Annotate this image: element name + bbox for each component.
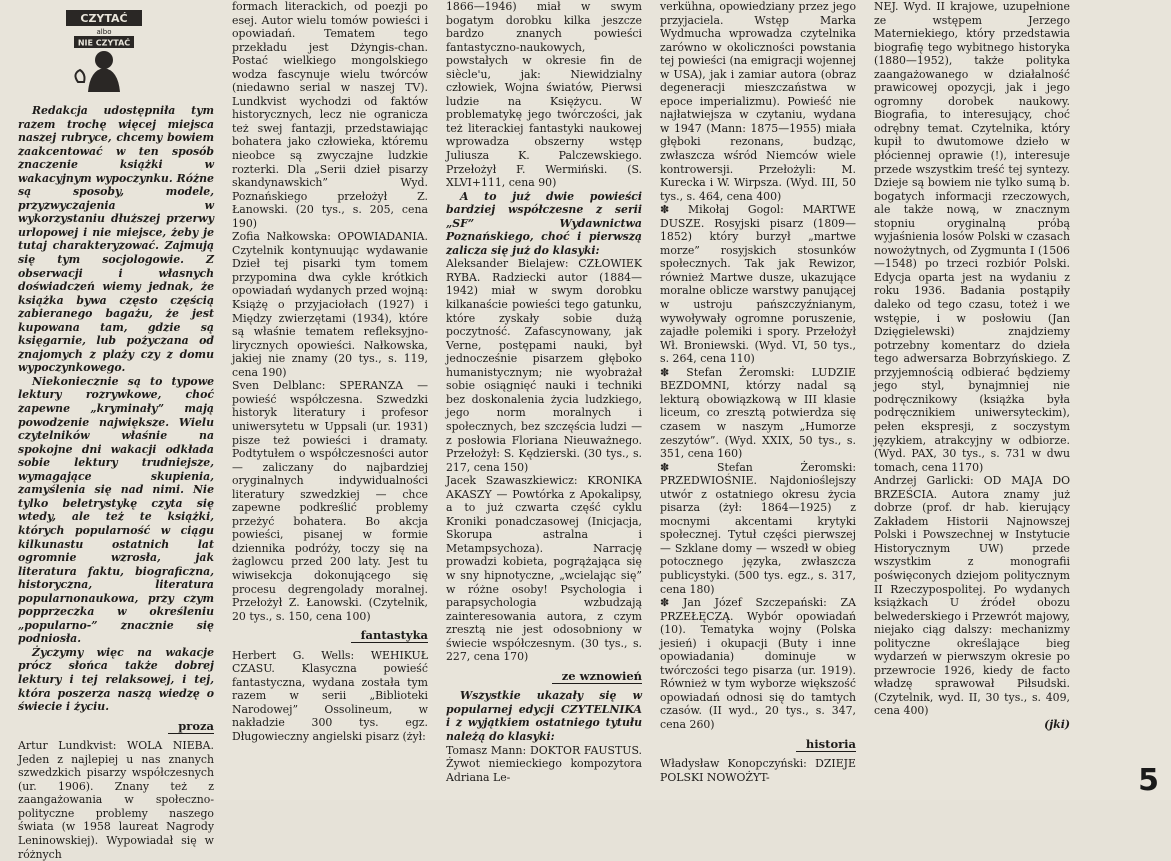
review-delblanc: Sven Delblanc: SPERANZA — powieść współczesna. Szwedzki historyk literatury i profesor uniwersytetu w Uppsali (ur. 1931) pisze też powieści i dramaty. Podtytułem o współczesności autor — zaliczany do najbardziej oryginalnych indywidualności literatury szwedzkiej — chce zapewne podkreślić problemy przeżyć bohatera. Bo akcja powieści, pisanej w formie dziennika podróży, toczy się na żaglowcu przed 200 laty. Jest tu wiwisekcja dokonującego się procesu degrengolady moralnej. Przełożył Z. Łanowski. (Czytelnik, 20 tys., s. 150, cena 100) [232,379,428,623]
asterisk-icon: ✽ [660,203,688,217]
review-nalkowska: Zofia Nałkowska: OPOWIADANIA. Czytelnik kontynuując wydawanie Dzieł tej pisarki tym tomem przypomina dwa cykle krótkich opowiadań wydanych przed wojną: Książę o przyjaciołach (1927) i Między zwierzętami (1934), które są właśnie tematem refleksyjno-lirycznych opowieści. Nałkowska, jakiej nie znamy (20 tys., s. 119, cena 190) [232,230,428,379]
intro-paragraph-3: Życzymy więc na wakacje prócz słońca także dobrej lektury i tej relaksowej, i tej, która poszerza naszą wiedzę o świecie i życiu. [18,645,214,714]
logo-figure-body [88,68,120,92]
review-bielajew: Aleksander Bielajew: CZŁOWIEK RYBA. Radziecki autor (1884—1942) miał w swym dorobku kilkanaście powieści tego gatunku, które zyskały sobie dużą poczytność. Zafascynowany, jak Verne, postępami nauki, był jednocześnie pisarzem głęboko humanistycznym; nie wyobrażał sobie osiągnięć nauki i techniki bez doskonalenia życia ludzkiego, jego norm moralnych i społecznych, bez szczęścia ludzi — z posłowia Floriana Nieuważnego. Przełożył: S. Kędzierski. (30 tys., s. 217, cena 150) [446,257,642,474]
asterisk-icon: ✽ [660,460,717,474]
czytac-albo-nie-czytac-logo [58,4,150,96]
review-zeromski-1-text: Stefan Żeromski: LUDZIE BEZDOMNI, którzy nadal są lekturą obowiązkową w III klasie liceum, co zresztą potwierdza się czasem w naszym „Humorze zeszytów”. (Wyd. XXIX, 50 tys., s. 351, cena 160) [660,365,856,461]
reprints-intro: Wszystkie ukazały się w popularnej edycji CZYTELNIKA i z wyjątkiem ostatniego tytułu należą do klasyki: [446,689,642,743]
review-szczepanski [660,596,856,731]
review-lundkvist-part2: formach literackich, od poezji po esej. Autor wielu tomów powieści i opowiadań. Tematem tego przekładu jest Dżyngis-chan. Postać wielkiego mongolskiego wodza fascynuje wielu twórców (niedawno serial w naszej TV). Lundkvist wychodzi od faktów historycznych, lecz nie ogranicza też swej fantazji, przedstawiając bohatera jako człowieka, któremu nieobce są zwyczajne ludzkie rozterki. Dla „Serii dzieł pisarzy skandynawskich” Wyd. Poznańskiego przełożył Z. Łanowski. (20 tys., s. 205, cena 190) [232,0,428,230]
section-heading-wznowienia: ze wznowień [446,670,642,684]
column-4 [660,0,856,800]
column-3 [446,0,642,800]
section-heading-proza: proza [18,720,214,734]
intro-paragraph-1: Redakcja udostępniła tym razem trochę więcej miejsca naszej rubryce, chcemy bowiem zaakcentować w ten sposób znaczenie książki w wakacyjnym wypoczynku. Różne są sposoby, modele, przyzwyczajenia w wykorzystaniu dłuższej przerwy urlopowej i nie miejsce, żeby je tutaj charakteryzować. Zajmują się tym socjologowie. Z obserwacji i własnych doświadczeń wiemy jednak, że książka bywa często częścią zabieranego bagażu, że jest kupowana tam, gdzie są księgarnie, lub pożyczana od znajomych z plaży czy z domu wypoczynkowego. [18,104,214,375]
review-wells-part2: 1866—1946) miał w swym bogatym dorobku kilka jeszcze bardzo znanych powieści fantastyczno-naukowych, powstałych w okresie fin de siècle'u, jak: Niewidzialny człowiek, Wojna światów, Pierwsi ludzie na Księżycu. W problematykę jego twórczości, jak też literackiej fantastyki naukowej wprowadza obszerny wstęp Juliusza K. Palczewskiego. Przełożył F. Wermiński. (S. XLVI+111, cena 90) [446,0,642,190]
logo-line1: CZYTAĆ [80,12,128,25]
logo-line3: NIE CZYTAĆ [77,38,131,48]
author-signature: (jki) [1044,717,1070,731]
review-zeromski-2-text: Stefan Żeromski: PRZEDWIOŚNIE. Najdonioślejszy utwór z ostatniego okresu życia pisarza (żył: 1864—1925) z mocnymi akcentami krytyki społecznej. Tytuł części pierwszej — Szklane domy — wszedł w obieg potocznego języka, zwłaszcza publicystyki. (500 tys. egz., s. 317, cena 180) [660,460,856,596]
logo-line2: albo [96,28,112,36]
review-mann-part2: verkühna, opowiedziany przez jego przyjaciela. Wstęp Marka Wydmucha wprowadza czytelnika zarówno w okoliczności powstania tej powieści (na emigracji wojennej w USA), jak i zamiar autora (obraz degeneracji mieszczaństwa w epoce imperializmu). Powieść nie najłatwiejsza w czytaniu, wydana w 1947 (Mann: 1875—1955) miała głęboki rezonans, budząc, zwłaszcza wśród Niemców wiele kontrowersji. Przełożyli: M. Kurecka i W. Wirpsza. (Wyd. III, 50 tys., s. 464, cena 400) [660,0,856,203]
review-gogol-text: Mikołaj Gogol: MARTWE DUSZE. Rosyjski pisarz (1809—1852) który burzył „martwe morze” rosyjskich stosunków społecznych. Tak jak Rewizor, również Martwe dusze, ukazujące moralne oblicze warstwy panującej w ustroju pańszczyźnianym, wywoływały ogromne poruszenie, zajadłe polemiki i spory. Przełożył Wł. Broniewski. (Wyd. VI, 50 tys., s. 264, cena 110) [660,203,856,366]
intro-paragraph-2: Niekoniecznie są to typowe lektury rozrywkowe, choć zapewne „kryminały” mają powodzenie największe. Wielu czytelników właśnie na spokojne dni wakacji odkłada sobie lektury trudniejsze, wymagające skupienia, zamyślenia się nad nimi. Nie tylko beletrystykę czyta się wtedy, ale też te książki, których popularność w ciągu kilkunastu ostatnich lat ogromnie wzrosła, jak literatura faktu, biograficzna, historyczna, literatura popularnonaukowa, przy czym popprzeczka w określeniu „popularno-” znacznie się podniosła. [18,374,214,646]
column-1 [18,104,214,861]
review-konopczynski-part1: Władysław Konopczyński: DZIEJE POLSKI NOWOŻYT- [660,757,856,784]
asterisk-icon: ✽ [660,596,683,610]
section-heading-historia: historia [660,738,856,752]
sf-series-intro: A to już dwie powieści bardziej współczesne z serii „SF” Wydawnictwa Poznańskiego, choć i pierwszą zalicza się już do klasyki: [446,189,642,257]
review-szawaszkiewicz: Jacek Szawaszkiewicz: KRONIKA AKASZY — Powtórka z Apokalipsy, a to już czwarta część cyklu Kroniki ponadczasowej (Inicjacja, Skorupa astralna i Metampsychoza). Narrację prowadzi kobieta, pogrążająca się w sny hipnotyczne, „wcielając się” w różne osoby! Psychologia i parapsychologia wzbudzają zainteresowania autora, z czym zresztą nie jest odosobniony w świecie współczesnym. (30 tys., s. 227, cena 170) [446,474,642,664]
logo-figure-head [95,51,113,69]
review-zeromski-1 [660,366,856,461]
review-wells-part1: Herbert G. Wells: WEHIKUŁ CZASU. Klasyczna powieść fantastyczna, wydana została tym razem w serii „Biblioteki Narodowej” Ossolineum, w nakładzie 300 tys. egz. Długowieczny angielski pisarz (żył: [232,648,428,743]
section-heading-fantastyka: fantastyka [232,629,428,643]
review-lundkvist-part1: Artur Lundkvist: WOLA NIEBA. Jeden z najlepiej u nas znanych szwedzkich pisarzy współczesnych (ur. 1906). Znany też z zaangażowania w społeczno-polityczne problemy naszego świata (w 1958 laureat Nagrody Leninowskiej). Wypowiadał się w różnych [18,739,214,861]
review-konopczynski-part2: NEJ. Wyd. II krajowe, uzupełnione ze wstępem Jerzego Materniekiego, który przedstawia biografię tego wybitnego historyka (1880—1952), także politykа zaangażowanego w działalność prawicowej opozycji, jak i jego ogromny dorobek naukowy. Biografia, to interesujący, choć odrębny temat. Czytelnika, który kupił to dwutomowe dzieło w płóciennej oprawie (!), interesuje przede wszystkim treść tej syntezy. Dzieje są bowiem nie tylko sumą b. bogatych informacji rzeczowych, ale także nową, w znacznym stopniu oryginalną próbą wyjaśnienia losów Polski w czasach nowożytnych, od Zygmunta I (1506—1548) po trzeci rozbiór Polski. Edycja oparta jest na wydaniu z roku 1936. Badania postąpiły daleko od tego czasu, toteż i we wstępie, i w posłowiu (Jan Dzięgielewski) znajdziemy potrzebny komentarz do dzieła tego adwersarza Bobrzyńskiego. Z przyjemnością odbierać będziemy jego styl, bynajmniej nie podręcznikowy (książka była podręcznikiem uniwersyteckim), pełen ekspresji, z soczystym językiem, atrakcyjny w odbiorze. (Wyd. PAX, 30 tys., s. 731 w dwu tomach, cena 1170) [874,0,1070,474]
review-garlicki: Andrzej Garlicki: OD MAJA DO BRZEŚCIA. Autora znamy już dobrze (prof. dr hab. kierujący Zakładem Historii Najnowszej Polski i Powszechnej w Instytucie Historycznym UW) przede wszystkim z monografii poświęconych dziejom politycznym II Rzeczypospolitej. Po wydanych książkach U źródeł obozu belwederskiego i Przewrót majowy, niejako ciąg dalszy: mechanizmy polityczne określające bieg wydarzeń w pierwszym okresie po przewrocie 1926, kiedy de facto władzę sprawował Piłsudski. (Czytelnik, wyd. II, 30 tys., s. 409, cena 400) [874,474,1070,718]
editorial-intro [18,104,214,714]
review-zeromski-2 [660,461,856,596]
review-szczepanski-text: Jan Józef Szczepański: ZA PRZEŁĘCZĄ. Wybór opowiadań (10). Tematyka wojny (Polska jesień) i okupacji (Buty i inne opowiadania) dominuje w twórczości tego pisarza (ur. 1919). Również w tym wyborze większość opowiadań odnosi się do tamtych czasów. (II wyd., 20 tys., s. 347, cena 260) [660,596,856,731]
column-5 [874,0,1070,800]
logo-figure-hand [75,70,84,82]
review-gogol [660,203,856,366]
review-mann-part1: Tomasz Mann: DOKTOR FAUSTUS. Żywot niemieckiego kompozytora Adriana Le- [446,743,642,784]
column-2 [232,0,428,800]
page-number: 5 [1138,763,1159,798]
asterisk-icon: ✽ [660,365,687,379]
